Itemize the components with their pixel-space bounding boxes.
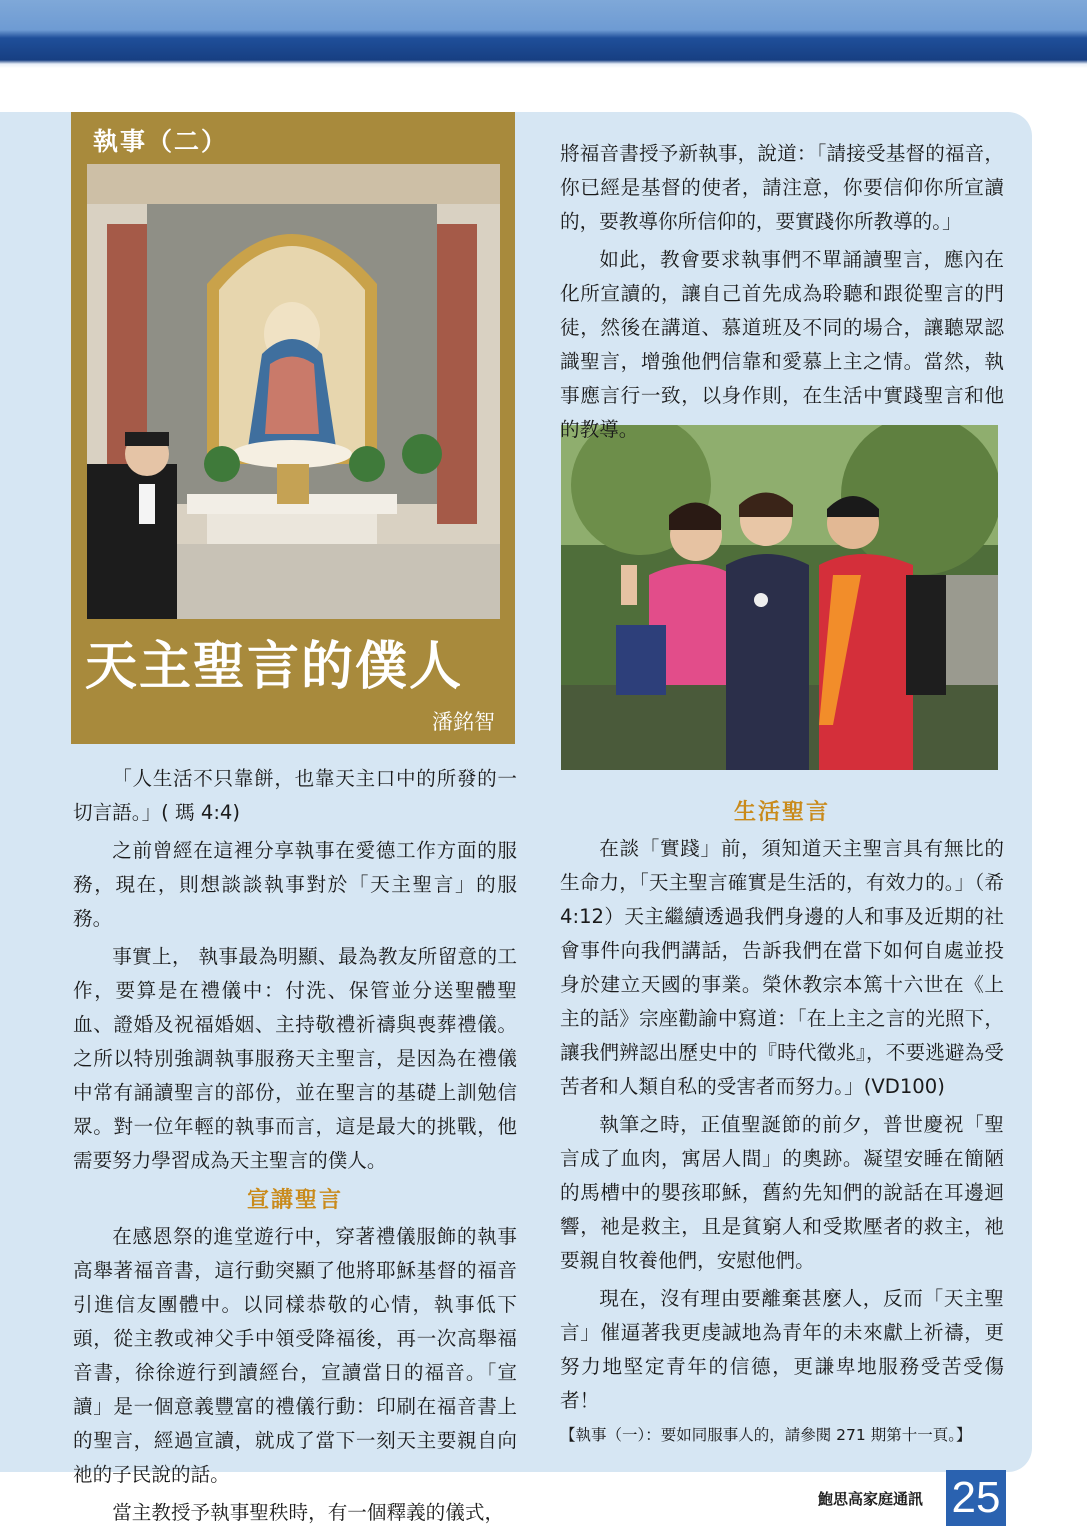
paragraph: 在感恩祭的進堂遊行中，穿著禮儀服飾的執事高舉著福音書，這行動突顯了他將耶穌基督的福音引進信友團體中。以同樣恭敬的心情，執事低下頭，從主教或神父手中領受降福後，再一次高舉福音書，徐徐遊行到讀經台，宣讀當日的福音。「宣讀」是一個意義豐富的禮儀行動：印刷在福音書上的聖言，經過宣讀，就成了當下一刻天主要親自向祂的子民說的話。 [73,1225,517,1486]
reference-note: 【執事（一）：要如同服事人的，請參閱 271 期第十一頁。】 [560,1426,972,1444]
article-hero [71,112,515,744]
article-title: 天主聖言的僕人 [85,637,464,697]
opening-quote: 「人生活不只靠餅，也靠天主口中的所發的一切言語。」( 瑪 4:4) [73,767,517,824]
section-heading: 宣講聖言 [246,1188,343,1213]
right-column-top [560,137,1004,451]
section-heading: 生活聖言 [733,800,830,825]
page-number: 25 [946,1470,1006,1526]
altar-photo-art [87,164,500,619]
paragraph: 當主教授予執事聖秩時，有一個釋義的儀式， [112,1501,505,1524]
right-column-bottom [560,790,1004,1452]
group-photo [561,425,998,770]
paragraph: 在談「實踐」前，須知道天主聖言具有無比的生命力，「天主聖言確實是生活的，有效力的。」（希 4:12）天主繼續透過我們身邊的人和事及近期的社會事件向我們講話，告訴我們在當下如何自處並投身於建立天國的事業。榮休教宗本篤十六世在《上主的話》宗座勸諭中寫道：「在上主之言的光照下，讓我們辨認出歷史中的『時代徵兆』，不要逃避為受苦者和人類自私的受害者而努力。」(VD100) [560,837,1004,1098]
paragraph: 事實上， 執事最為明顯、最為教友所留意的工作，要算是在禮儀中：付洗、保管並分送聖體聖血、證婚及祝福婚姻、主持敬禮祈禱與喪葬禮儀。之所以特別強調執事服務天主聖言，是因為在禮儀中常有誦讀聖言的部份，並在聖言的基礎上訓勉信眾。對一位年輕的執事而言，這是最大的挑戰，他需要努力學習成為天主聖言的僕人。 [73,945,517,1172]
author-name: 潘銘智 [432,710,495,734]
top-banner [0,0,1087,68]
paragraph: 將福音書授予新執事，說道：「請接受基督的福音，你已經是基督的使者，請注意，你要信仰你所宣讀的，要教導你所信仰的，要實踐你所教導的。」 [560,142,1004,233]
paragraph: 現在，沒有理由要離棄甚麼人，反而「天主聖言」催逼著我更虔誠地為青年的未來獻上祈禱，更努力地堅定青年的信德，更謙卑地服務受苦受傷者！ [560,1287,1004,1412]
group-photo-art [561,425,998,770]
paragraph: 如此，教會要求執事們不單誦讀聖言，應內在化所宣讀的，讓自己首先成為聆聽和跟從聖言的門徒，然後在講道、慕道班及不同的場合，讓聽眾認識聖言，增強他們信靠和愛慕上主之情。當然，執事應言行一致，以身作則，在生活中實踐聖言和他的教導。 [560,248,1004,441]
altar-photo [87,164,500,619]
left-column [73,762,517,1534]
publication-name: 鮑思高家庭通訊 [818,1490,924,1508]
paragraph: 執筆之時，正值聖誕節的前夕，普世慶祝「聖言成了血肉，寓居人間」的奧跡。凝望安睡在簡陋的馬槽中的嬰孩耶穌，舊約先知們的說話在耳邊迴響，祂是救主，且是貧窮人和受欺壓者的救主，祂要親自牧養他們，安慰他們。 [560,1113,1004,1272]
paragraph: 之前曾經在這裡分享執事在愛德工作方面的服務，現在，則想談談執事對於「天主聖言」的服務。 [73,839,517,930]
series-kicker: 執事（二） [93,127,229,156]
